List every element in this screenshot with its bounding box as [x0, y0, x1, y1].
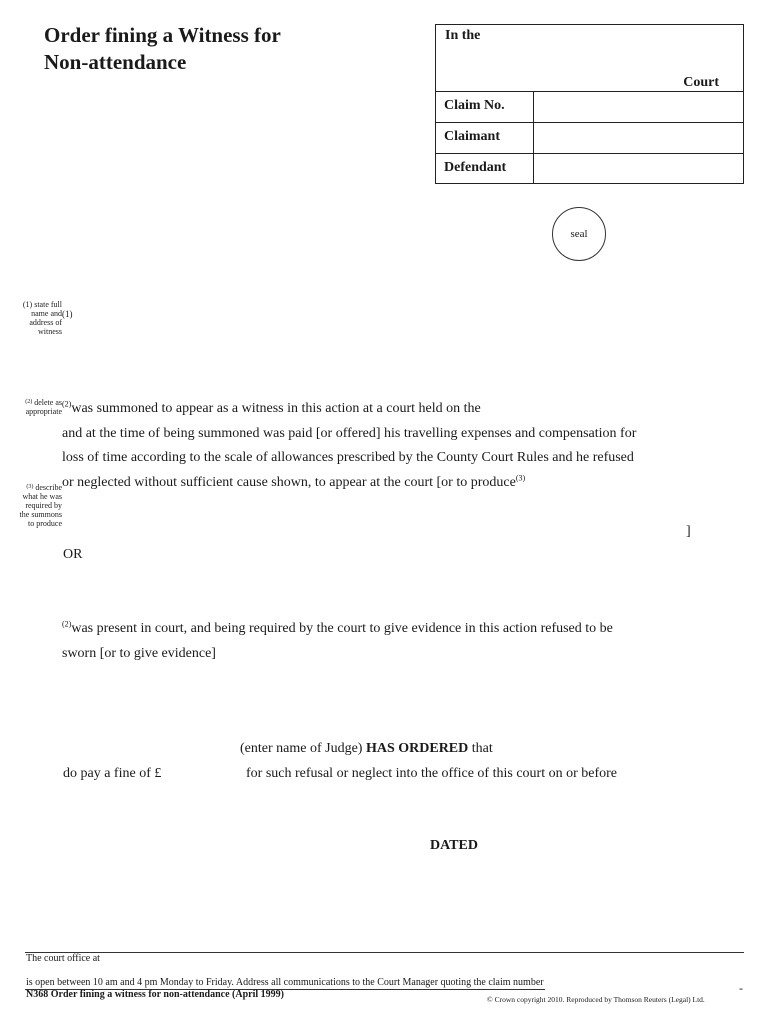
- claimant-field[interactable]: [533, 123, 743, 153]
- witness-name-marker: (1): [62, 309, 73, 319]
- defendant-label: Defendant: [444, 160, 507, 175]
- or-separator: OR: [63, 547, 83, 562]
- copyright-notice: © Crown copyright 2010. Reproduced by Thomson Reuters (Legal) Ltd.: [487, 995, 705, 1004]
- judge-prefix: (enter name of Judge): [240, 741, 366, 756]
- has-ordered: HAS ORDERED: [365, 741, 469, 756]
- in-the-label: In the: [445, 28, 481, 43]
- claim-no-field[interactable]: [533, 92, 743, 122]
- close-bracket: ]: [686, 524, 691, 539]
- court-label: Court: [683, 75, 719, 90]
- p1-line4: or neglected without sufficient cause shown, to appear at the court [or to produce: [62, 474, 516, 490]
- form-title-line1: Order fining a Witness for: [44, 23, 281, 47]
- opening-hours-text: is open between 10 am and 4 pm Monday to Friday. Address all communications to the Court Manager quoting the claim number: [26, 977, 544, 988]
- note3-line2: what he was: [22, 492, 62, 501]
- that-word: that: [468, 741, 493, 756]
- court-seal: [552, 207, 606, 261]
- p1-line1: was summoned to appear as a witness in this action at a court held on the: [71, 401, 481, 416]
- p2-marker: (2): [62, 619, 72, 629]
- defendant-row: [436, 153, 743, 184]
- p1-line2: and at the time of being summoned was paid [or offered] his travelling expenses and compensation for: [62, 425, 637, 441]
- present-paragraph: [62, 617, 722, 666]
- p1-line4-sup: (3): [515, 472, 526, 482]
- fine-amount-label: do pay a fine of £: [63, 766, 162, 781]
- note2-sup: (2): [25, 399, 33, 405]
- judge-order-line: [240, 737, 493, 762]
- form-title: [44, 22, 281, 76]
- claim-no-label: Claim No.: [444, 98, 505, 113]
- summons-paragraph: [62, 397, 722, 495]
- note1-line2: name and: [31, 309, 62, 318]
- note1-line4: witness: [38, 327, 62, 336]
- claimant-label: Claimant: [444, 129, 500, 144]
- margin-note-2: [8, 398, 62, 416]
- p1-line3: loss of time according to the scale of allowances prescribed by the County Court Rules and he refused: [62, 450, 634, 465]
- court-details-box: [435, 24, 744, 184]
- note3-line4: the summons: [19, 510, 62, 519]
- note1-line1: (1) state full: [22, 300, 62, 309]
- footer-top-rule: [25, 952, 744, 953]
- p1-marker: (2): [62, 399, 72, 409]
- margin-note-3: [8, 483, 62, 528]
- court-office-label: The court office at: [26, 953, 100, 964]
- margin-note-1: [8, 300, 62, 336]
- footer-dash: -: [739, 981, 743, 995]
- form-title-line2: Non-attendance: [44, 50, 187, 74]
- note3-sup: (3): [26, 484, 34, 490]
- claimant-row: [436, 122, 743, 153]
- note2-line1: delete as: [34, 398, 62, 407]
- note3-line5: to produce: [28, 519, 62, 528]
- seal-label: seal: [570, 228, 588, 240]
- dated-label: DATED: [430, 838, 478, 853]
- form-identifier: N368 Order fining a witness for non-attendance (April 1999): [26, 989, 284, 1000]
- note2-line2: appropriate: [25, 407, 62, 416]
- defendant-field[interactable]: [533, 154, 743, 184]
- p2-line1: was present in court, and being required by the court to give evidence in this action refused to be: [71, 621, 613, 636]
- note3-line3: required by: [25, 501, 62, 510]
- note3-line1: describe: [35, 483, 62, 492]
- fine-purpose-text: for such refusal or neglect into the office of this court on or before: [246, 766, 617, 781]
- claim-no-row: [436, 91, 743, 122]
- p2-line2: sworn [or to give evidence]: [62, 645, 216, 661]
- note1-line3: address of: [29, 318, 62, 327]
